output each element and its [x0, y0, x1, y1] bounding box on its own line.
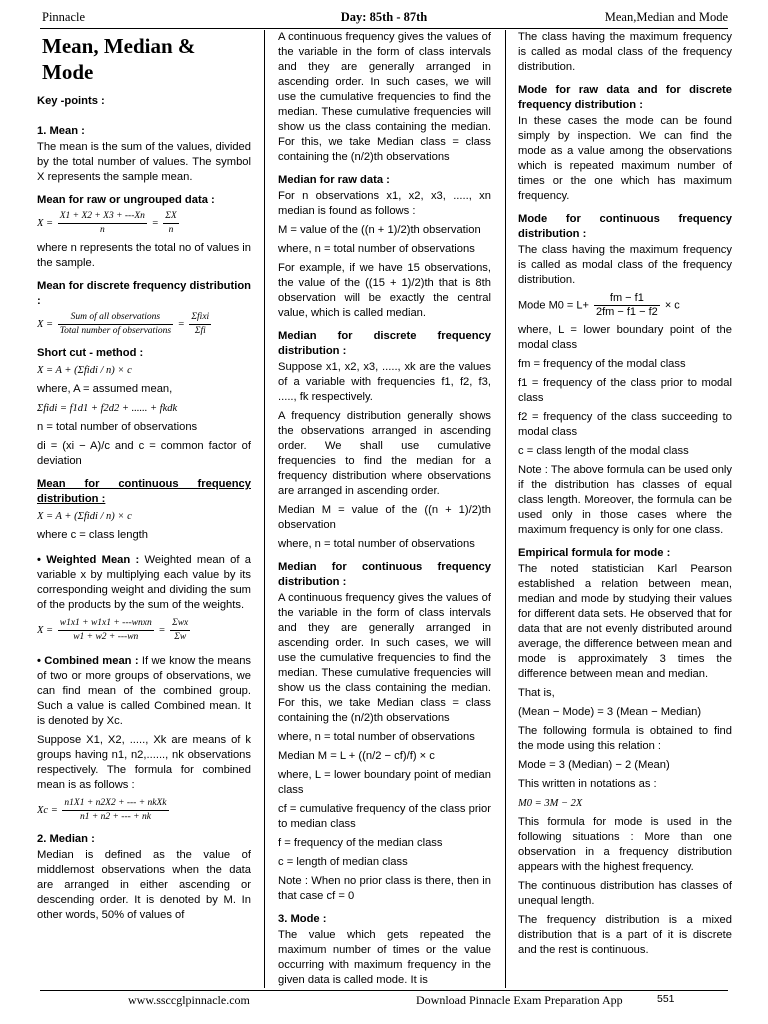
combined-mean-title: • Combined mean :	[37, 655, 139, 667]
denominator: Σw	[174, 632, 187, 642]
denominator: Σfi	[194, 326, 206, 336]
continuous-mean-where: where c = class length	[37, 529, 149, 541]
formula-lhs: X =	[37, 624, 54, 636]
raw-mean-where: where n represents the total no of values in the sample.	[37, 242, 251, 269]
mixed-text: The frequency distribution is a mixed distribution that is a part of it is discrete and the rest is continuous.	[518, 914, 732, 956]
relation-3: M0 = 3M − 2X	[518, 798, 583, 809]
fraction	[189, 311, 211, 338]
median-continuous-where: where, n = total number of observations	[278, 731, 475, 743]
discrete-mean-heading: Mean for discrete frequency distribution :	[37, 280, 251, 307]
median-discrete-heading: Median for discrete frequency distribution :	[278, 330, 491, 357]
median-continuous-note: Note : When no prior class is there, then in that case cf = 0	[278, 875, 491, 902]
combined-mean-text: If we know the means of two or more groups of observations, we can find mean of the combined group. Such a value is called Combined mean. It is denoted by Xc.	[37, 655, 251, 727]
formula-lhs: Xc =	[37, 804, 58, 816]
median-raw-heading: Median for raw data :	[278, 174, 390, 186]
raw-mean-formula	[37, 210, 251, 237]
median-continuous-f: f = frequency of the median class	[278, 837, 443, 849]
mode-text: The value which gets repeated the maximum number of times or the value occurring with maximum frequency in the given data is called mode. It is	[278, 929, 491, 986]
mean-heading: 1. Mean :	[37, 125, 85, 137]
mode-formula	[518, 292, 732, 319]
median-continuous-cf: cf = cumulative frequency of the class prior to median class	[278, 803, 491, 830]
equals: =	[177, 318, 185, 330]
column-3	[518, 30, 732, 988]
following-text: The following formula is obtained to find the mode using this relation :	[518, 725, 732, 752]
denominator: n	[168, 225, 174, 235]
equals: =	[158, 624, 166, 636]
continuous-mean-formula: X = A + (Σfidi / n) × c	[37, 511, 132, 522]
weighted-mean-text: Weighted mean of a variable x by multiplying each value by its corresponding weight and dividing the sum of the products by the sum of the weights.	[37, 554, 251, 611]
median-raw-example: For example, if we have 15 observations, the value of the ((15 + 1)/2)th that is 8th observation will be exactly the central value, which is called median.	[278, 262, 491, 319]
notation-text: This written in notations as :	[518, 778, 657, 790]
formula-lhs: X =	[37, 217, 54, 229]
column-1	[37, 30, 251, 988]
fraction	[62, 797, 168, 824]
median-discrete-text-2: A frequency distribution generally shows the observations arranged in ascending order. We shall use cumulative frequencies to find the median for a frequency distribution where observations are arranged in ascending order.	[278, 410, 491, 497]
numerator: X1 + X2 + X3 + ---Xn	[58, 210, 147, 224]
mode-continuous-text: The class having the maximum frequency is called as modal class of the frequency distribution.	[518, 244, 732, 286]
median-continuous-heading: Median for continuous frequency distribution :	[278, 561, 491, 588]
mode-raw-heading: Mode for raw data and for discrete frequency distribution :	[518, 84, 732, 111]
median-text: Median is defined as the value of middlemost observations when the data are arranged in either ascending or descending order. It is denoted by M. In other words, 50% of values of	[37, 849, 251, 921]
median-continuous-text: A continuous frequency gives the values of the variable in the form of class intervals and they are generally arranged in ascending order. In such cases, we will use the cumulative frequencies to find the median. These cumulative frequencies will show us the class containing the median. For this, we take Median class = class containing the (n/2)th observations	[278, 592, 491, 724]
footer-website[interactable]: www.ssccglpinnacle.com	[128, 993, 250, 1007]
mode-where-fm: fm = frequency of the modal class	[518, 358, 686, 370]
numerator: fm − f1	[594, 292, 660, 306]
fraction	[58, 617, 154, 644]
weighted-mean-paragraph	[37, 553, 251, 613]
relation-2: Mode = 3 (Median) − 2 (Mean)	[518, 759, 670, 771]
numerator: Σfixi	[189, 311, 211, 325]
shortcut-n: n = total number of observations	[37, 421, 198, 433]
mode-where-l: where, L = lower boundary point of the modal class	[518, 324, 732, 351]
shortcut-sum: Σfidi = f1d1 + f2d2 + ...... + fkdk	[37, 403, 178, 414]
fraction	[58, 311, 173, 338]
formula-lhs: X =	[37, 318, 54, 330]
numerator: n1X1 + n2X2 + --- + nkXk	[62, 797, 168, 811]
mode-heading: 3. Mode :	[278, 913, 327, 925]
unequal-text: The continuous distribution has classes of unequal length.	[518, 880, 732, 907]
raw-mean-heading: Mean for raw or ungrouped data :	[37, 194, 215, 206]
median-raw-text: For n observations x1, x2, x3, ....., xn median is found as follows :	[278, 190, 491, 217]
numerator: ΣX	[163, 210, 178, 224]
denominator: n1 + n2 + --- + nk	[79, 812, 151, 822]
shortcut-where-a: where, A = assumed mean,	[37, 383, 173, 395]
median-discrete-text-1: Suppose x1, x2, x3, ....., xk are the values of a variable with frequencies f1, f2, f3, ....., fk respectively.	[278, 361, 491, 403]
mode-continued: The class having the maximum frequency is called as modal class of the frequency distribution.	[518, 31, 732, 73]
mode-raw-text: In these cases the mode can be found simply by inspection. We can find the mode as a value among the observations which is repeated maximum number of times or the one which has maximum frequency.	[518, 115, 732, 202]
mode-where-f1: f1 = frequency of the class prior to modal class	[518, 377, 732, 404]
median-continuous-formula: Median M = L + ((n/2 − cf)/f) × c	[278, 750, 435, 762]
page-footer	[40, 990, 728, 1011]
mode-where-f2: f2 = frequency of the class succeeding to modal class	[518, 411, 732, 438]
numerator: w1x1 + w1x1 + ---wnxn	[58, 617, 154, 631]
combined-suppose: Suppose X1, X2, ....., Xk are means of k groups having n1, n2,......, nk observations respectively. The formula for combined mean is as follows :	[37, 734, 251, 791]
median-raw-formula: M = value of the ((n + 1)/2)th observation	[278, 224, 481, 236]
mode-note: Note : The above formula can be used only if the distribution has classes of equal class length. Moreover, the formula can be used only in those cases where the maximum frequency is only for one class.	[518, 464, 732, 536]
keypoints-heading: Key -points :	[37, 95, 105, 107]
formula-lhs: Mode M0 = L+	[518, 299, 589, 312]
denominator: Total number of observations	[59, 326, 172, 336]
median-continued: A continuous frequency gives the values of the variable in the form of class intervals and they are generally arranged in ascending order. In such cases, we will use the cumulative frequencies to find the median. These cumulative frequencies will show us the class containing the median. For this, we take Median class = class containing the (n/2)th observations	[278, 31, 491, 163]
median-raw-where: where, n = total number of observations	[278, 243, 475, 255]
column-divider	[264, 30, 265, 988]
empirical-heading: Empirical formula for mode :	[518, 547, 671, 559]
fraction	[170, 617, 190, 644]
median-discrete-formula: Median M = value of the ((n + 1)/2)th observation	[278, 504, 491, 531]
median-continuous-l: where, L = lower boundary point of median class	[278, 769, 491, 796]
header-day: Day: 85th - 87th	[340, 10, 428, 24]
mean-definition: The mean is the sum of the values, divided by the total number of values. The symbol X represents the sample mean.	[37, 141, 251, 183]
median-continuous-c: c = length of median class	[278, 856, 408, 868]
used-text: This formula for mode is used in the following situations : More than one observation in a frequency distribution appears with the highest frequency.	[518, 816, 732, 873]
mode-continuous-heading: Mode for continuous frequency distribution :	[518, 213, 732, 240]
numerator: Sum of all observations	[58, 311, 173, 325]
combined-mean-paragraph	[37, 654, 251, 729]
mode-where-c: c = class length of the modal class	[518, 445, 689, 457]
weighted-mean-formula	[37, 617, 251, 644]
column-divider	[505, 30, 506, 988]
page-number: 551	[657, 993, 675, 1005]
denominator: 2fm − f1 − f2	[596, 306, 658, 318]
shortcut-di: di = (xi − A)/c and c = common factor of deviation	[37, 440, 251, 467]
relation-1: (Mean − Mode) = 3 (Mean − Median)	[518, 706, 702, 718]
fraction	[58, 210, 147, 237]
median-heading: 2. Median :	[37, 833, 95, 845]
page-title: Mean, Median & Mode	[42, 34, 196, 84]
footer-app-text: Download Pinnacle Exam Preparation App	[416, 993, 623, 1007]
formula-rhs: × c	[664, 299, 680, 312]
numerator: Σwx	[170, 617, 190, 631]
fraction	[163, 210, 178, 237]
discrete-mean-formula	[37, 311, 251, 338]
shortcut-formula: X = A + (Σfidi / n) × c	[37, 365, 132, 376]
column-2	[278, 30, 491, 988]
combined-mean-formula	[37, 797, 251, 824]
that-is: That is,	[518, 687, 555, 699]
page-header	[40, 8, 728, 29]
equals: =	[151, 217, 159, 229]
continuous-mean-heading: Mean for continuous frequency distribution :	[37, 478, 251, 505]
median-discrete-where: where, n = total number of observations	[278, 538, 475, 550]
header-brand: Pinnacle	[42, 10, 86, 24]
shortcut-heading: Short cut - method :	[37, 347, 144, 359]
fraction	[594, 292, 660, 319]
empirical-text: The noted statistician Karl Pearson established a relation between mean, median and mode by studying their values for different data sets. He observed that for data that are not evenly distributed around average, the difference between mean and mode is approximately 3 times the difference between mean and median.	[518, 563, 732, 680]
denominator: n	[99, 225, 105, 235]
header-topic: Mean,Median and Mode	[604, 10, 728, 24]
denominator: w1 + w2 + ---wn	[73, 632, 139, 642]
weighted-mean-title: • Weighted Mean :	[37, 554, 140, 566]
